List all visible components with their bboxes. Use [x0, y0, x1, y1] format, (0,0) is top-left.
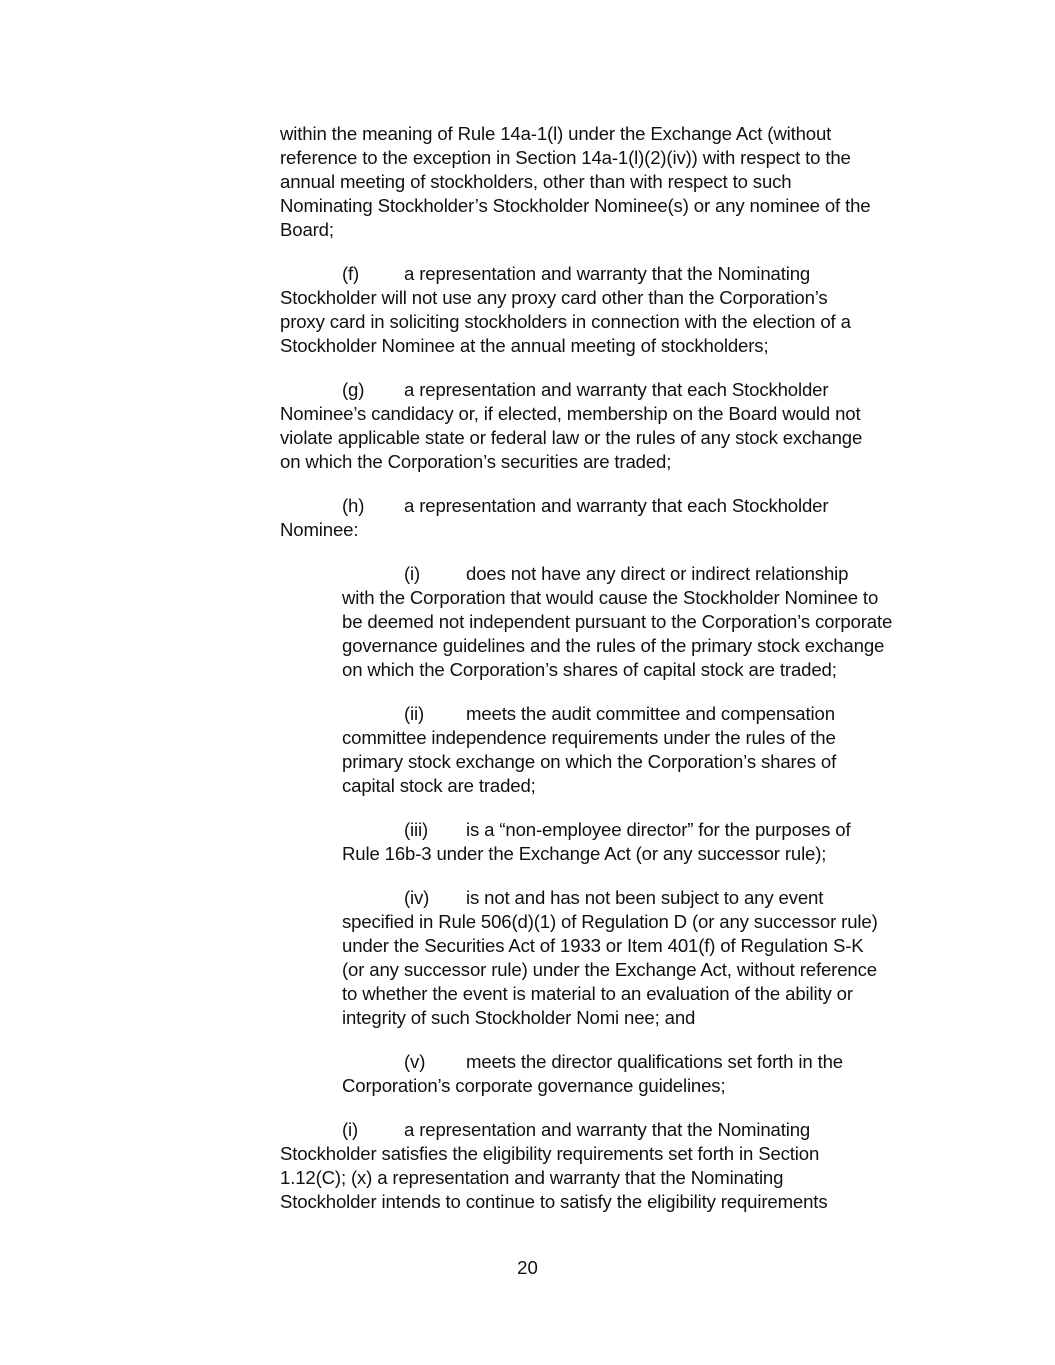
- subclause-text: is a “non-employee director” for the purposes of: [466, 819, 851, 840]
- subclause-iv: [342, 886, 920, 1030]
- text-line: Nominating Stockholder’s Stockholder Nominee(s) or any nominee of the: [280, 195, 871, 216]
- subclause-first-line: [342, 702, 920, 726]
- text-line: under the Securities Act of 1933 or Item 401(f) of Regulation S-K: [342, 935, 864, 956]
- text-line: annual meeting of stockholders, other than with respect to such: [280, 171, 792, 192]
- text-line: Nominee:: [280, 519, 359, 540]
- subclause-text: meets the audit committee and compensation: [466, 703, 835, 724]
- text-line: with the Corporation that would cause the Stockholder Nominee to: [342, 587, 879, 608]
- text-line: Stockholder will not use any proxy card other than the Corporation’s: [280, 287, 828, 308]
- text-line: be deemed not independent pursuant to the Corporation’s corporate: [342, 611, 893, 632]
- clause-f: [280, 262, 920, 358]
- clause-final-i: [280, 1118, 920, 1214]
- continuation-paragraph: [280, 122, 920, 242]
- text-line: integrity of such Stockholder Nomi nee; and: [342, 1007, 696, 1028]
- text-line: Rule 16b-3 under the Exchange Act (or any successor rule);: [342, 843, 827, 864]
- text-line: on which the Corporation’s securities are traded;: [280, 451, 672, 472]
- text-line: to whether the event is material to an evaluation of the ability or: [342, 983, 853, 1004]
- subclause-marker: (iv): [404, 887, 430, 908]
- subclause-first-line: [342, 562, 920, 586]
- text-line: (or any successor rule) under the Exchange Act, without reference: [342, 959, 877, 980]
- clause-first-line: [280, 378, 920, 402]
- clause-first-line: [280, 1118, 920, 1142]
- clause-g: [280, 378, 920, 474]
- subclause-marker: (iii): [404, 819, 429, 840]
- subclause-ii: [342, 702, 920, 798]
- clause-text: a representation and warranty that each Stockholder: [404, 379, 829, 400]
- text-line: proxy card in soliciting stockholders in connection with the election of a: [280, 311, 851, 332]
- text-line: Board;: [280, 219, 334, 240]
- text-line: Nominee’s candidacy or, if elected, membership on the Board would not: [280, 403, 861, 424]
- subclause-i: [342, 562, 920, 682]
- clause-marker: (i): [342, 1119, 359, 1140]
- clause-h: [280, 494, 920, 542]
- text-line: Stockholder Nominee at the annual meeting of stockholders;: [280, 335, 769, 356]
- text-line: Stockholder satisfies the eligibility requirements set forth in Section: [280, 1143, 820, 1164]
- subclause-first-line: [342, 1050, 920, 1074]
- clause-first-line: [280, 262, 920, 286]
- subclause-text: is not and has not been subject to any event: [466, 887, 824, 908]
- text-line: within the meaning of Rule 14a-1(l) under the Exchange Act (without: [280, 123, 832, 144]
- clause-text: a representation and warranty that the Nominating: [404, 263, 811, 284]
- subclause-first-line: [342, 818, 920, 842]
- document-body: [280, 122, 920, 1234]
- text-line: committee independence requirements under the rules of the: [342, 727, 836, 748]
- subclause-text: meets the director qualifications set forth in the: [466, 1051, 843, 1072]
- subclause-text: does not have any direct or indirect relationship: [466, 563, 849, 584]
- text-line: governance guidelines and the rules of the primary stock exchange: [342, 635, 885, 656]
- subclause-marker: (v): [404, 1051, 426, 1072]
- subclause-marker: (i): [404, 563, 421, 584]
- clause-marker: (h): [342, 495, 365, 516]
- text-line: Stockholder intends to continue to satisfy the eligibility requirements: [280, 1191, 828, 1212]
- text-line: Corporation’s corporate governance guidelines;: [342, 1075, 726, 1096]
- page-number: 20: [517, 1257, 538, 1278]
- subclause-marker: (ii): [404, 703, 425, 724]
- subclause-v: [342, 1050, 920, 1098]
- text-line: 1.12(C); (x) a representation and warranty that the Nominating: [280, 1167, 784, 1188]
- text-line: specified in Rule 506(d)(1) of Regulation D (or any successor rule): [342, 911, 878, 932]
- text-line: reference to the exception in Section 14a-1(l)(2)(iv)) with respect to the: [280, 147, 851, 168]
- subclause-first-line: [342, 886, 920, 910]
- clause-marker: (f): [342, 263, 360, 284]
- text-line: on which the Corporation’s shares of capital stock are traded;: [342, 659, 837, 680]
- text-line: capital stock are traded;: [342, 775, 536, 796]
- text-line: violate applicable state or federal law or the rules of any stock exchange: [280, 427, 863, 448]
- text-line: primary stock exchange on which the Corporation’s shares of: [342, 751, 837, 772]
- clause-first-line: [280, 494, 920, 518]
- clause-text: a representation and warranty that the Nominating: [404, 1119, 811, 1140]
- subclause-iii: [342, 818, 920, 866]
- clause-text: a representation and warranty that each Stockholder: [404, 495, 829, 516]
- clause-marker: (g): [342, 379, 365, 400]
